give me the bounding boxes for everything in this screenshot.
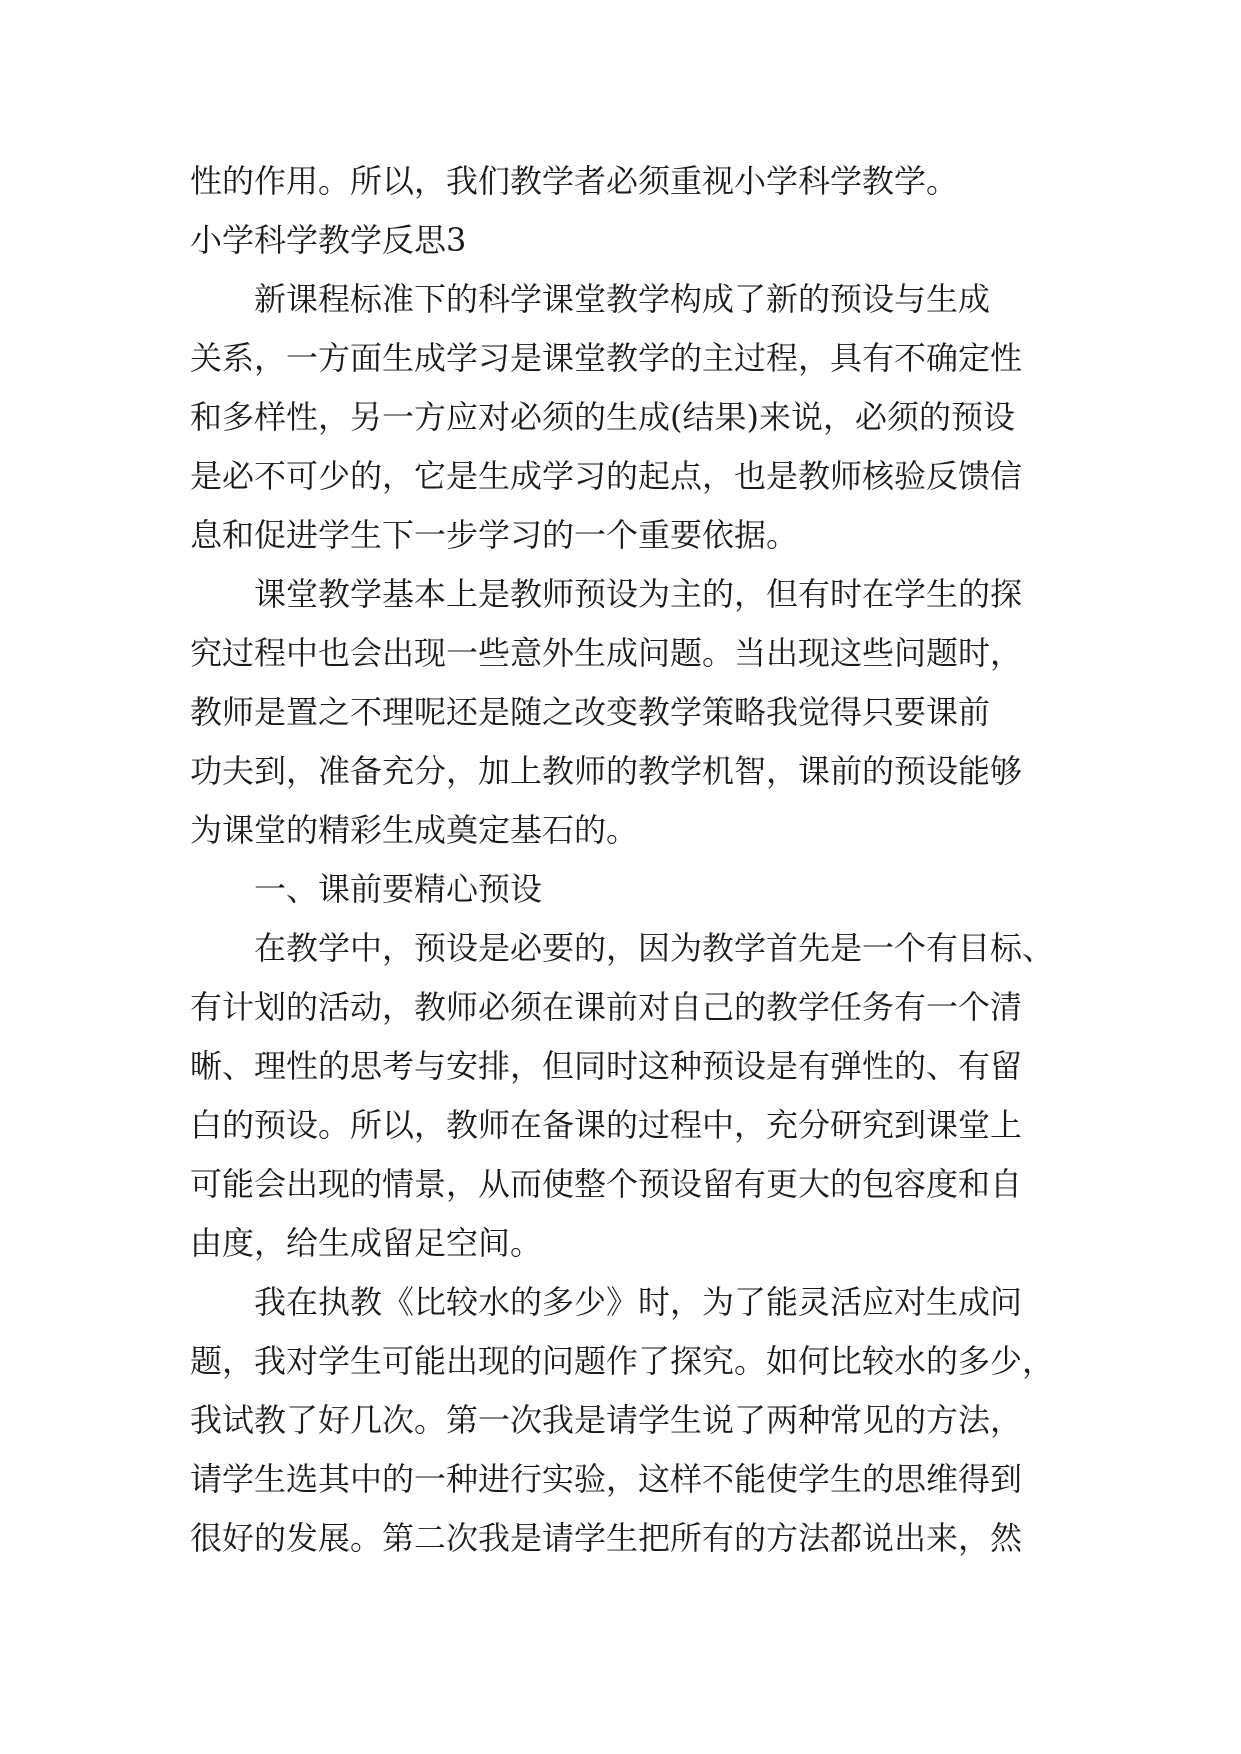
text-line: 晰、理性的思考与安排，但同时这种预设是有弹性的、有留 xyxy=(190,1047,1023,1085)
paragraph-first-line: 课堂教学基本上是教师预设为主的，但有时在学生的探 xyxy=(254,575,1023,613)
subsection-heading: 一、课前要精心预设 xyxy=(254,870,543,908)
text-line: 和多样性，另一方应对必须的生成(结果)来说，必须的预设 xyxy=(190,398,1015,436)
text-line: 请学生选其中的一种进行实验，这样不能使学生的思维得到 xyxy=(190,1460,1023,1498)
text-line: 很好的发展。第二次我是请学生把所有的方法都说出来，然 xyxy=(190,1519,1023,1557)
text-line: 性的作用。所以，我们教学者必须重视小学科学教学。 xyxy=(190,162,959,200)
paragraph-first-line: 我在执教《比较水的多少》时，为了能灵活应对生成问 xyxy=(254,1283,1023,1321)
text-line: 教师是置之不理呢还是随之改变教学策略我觉得只要课前 xyxy=(190,693,991,731)
text-line: 可能会出现的情景，从而使整个预设留有更大的包容度和自 xyxy=(190,1165,1023,1203)
section-title: 小学科学教学反思3 xyxy=(190,221,467,259)
text-line: 有计划的活动，教师必须在课前对自己的教学任务有一个清 xyxy=(190,988,1023,1026)
document-body xyxy=(190,152,1060,1568)
text-line: 息和促进学生下一步学习的一个重要依据。 xyxy=(190,516,799,554)
text-line: 由度，给生成留足空间。 xyxy=(190,1224,543,1262)
text-line: 功夫到，准备充分，加上教师的教学机智，课前的预设能够 xyxy=(190,752,1023,790)
text-line: 究过程中也会出现一些意外生成问题。当出现这些问题时， xyxy=(190,634,1023,672)
text-line: 为课堂的精彩生成奠定基石的。 xyxy=(190,811,639,849)
text-line: 我试教了好几次。第一次我是请学生说了两种常见的方法， xyxy=(190,1401,1023,1439)
text-line: 题，我对学生可能出现的问题作了探究。如何比较水的多少， xyxy=(190,1342,1055,1380)
paragraph-first-line: 在教学中，预设是必要的，因为教学首先是一个有目标、 xyxy=(254,929,1055,967)
text-line: 是必不可少的，它是生成学习的起点，也是教师核验反馈信 xyxy=(190,457,1023,495)
paragraph-first-line: 新课程标准下的科学课堂教学构成了新的预设与生成 xyxy=(254,280,991,318)
text-line: 关系，一方面生成学习是课堂教学的主过程，具有不确定性 xyxy=(190,339,1023,377)
text-line: 白的预设。所以，教师在备课的过程中，充分研究到课堂上 xyxy=(190,1106,1023,1144)
